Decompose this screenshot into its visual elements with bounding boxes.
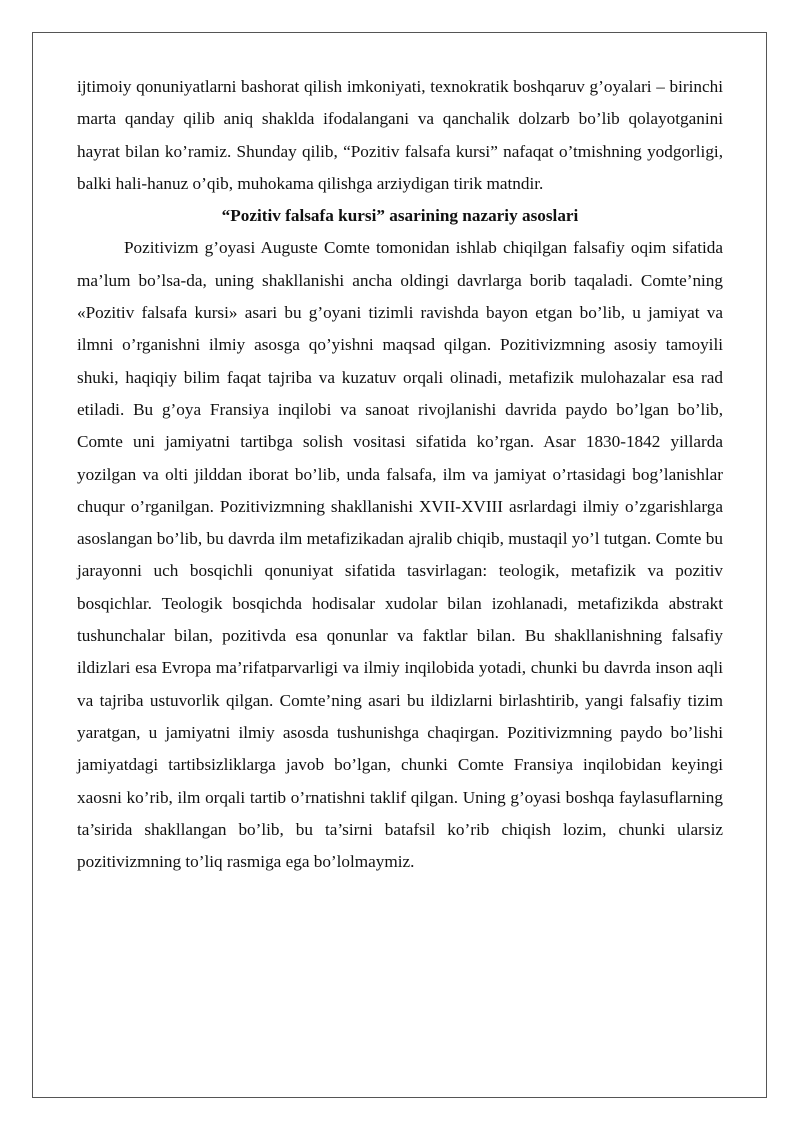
intro-paragraph: ijtimoiy qonuniyatlarni bashorat qilish imkoniyati, texnokratik boshqaruv g’oyalari – birinchi marta qanday qilib aniq shaklda ifodalangani va qanchalik dolzarb bo’lib qolayotganini hayrat bilan ko’ramiz. Shunday qilib, “Pozitiv falsafa kursi” nafaqat o’tmishning yodgorligi, balki hali-hanuz o’qib, muhokama qilishga arziydigan tirik matndir. [77, 77, 723, 193]
section-heading: “Pozitiv falsafa kursi” asarining nazariy asoslari [221, 206, 579, 226]
body-paragraph: Pozitivizm g’oyasi Auguste Comte tomonidan ishlab chiqilgan falsafiy oqim sifatida ma’lum bo’lsa-da, uning shakllanishi ancha oldingi davrlarga borib taqaladi. Comte’ning «Pozitiv falsafa kursi» asari bu g’oyani tizimli ravishda bayon etgan bo’lib, u jamiyat va ilmni o’rganishni ilmiy asosga qo’yishni maqsad qilgan. Pozitivizmning asosiy tamoyili shuki, haqiqiy bilim faqat tajriba va kuzatuv orqali olinadi, metafizik mulohazalar esa rad etiladi. Bu g’oya Fransiya inqilobi va sanoat rivojlanishi davrida paydo bo’lgan bo’lib, Comte uni jamiyatni tartibga solish vositasi sifatida ko’rgan. Asar 1830-1842 yillarda yozilgan va olti jilddan iborat bo’lib, unda falsafa, ilm va jamiyat o’rtasidagi bog’lanishlar chuqur o’rganilgan. Pozitivizmning shakllanishi XVII-XVIII asrlardagi ilmiy o’zgarishlarga asoslangan bo’lib, bu davrda ilm metafizikadan ajralib chiqib, mustaqil yo’l tutgan. Comte bu jarayonni uch bosqichli qonuniyat sifatida tasvirlagan: teologik, metafizik va pozitiv bosqichlar. Teologik bosqichda hodisalar xudolar bilan izohlanadi, metafizikda abstrakt tushunchalar bilan, pozitivda esa qonunlar va faktlar bilan. Bu shakllanishning falsafiy ildizlari esa Evropa ma’rifatparvarligi va ilmiy inqilobida yotadi, chunki bu davrda inson aqli va tajriba ustuvorlik qilgan. Comte’ning asari bu ildizlarni birlashtirib, yangi falsafiy tizim yaratgan, u jamiyatni ilmiy asosda tushunishga chaqirgan. Pozitivizmning paydo bo’lishi jamiyatdagi tartibsizliklarga javob bo’lgan, chunki Comte Fransiya inqilobidan keyingi xaosni ko’rib, ilm orqali tartib o’rnatishni taklif qilgan. Uning g’oyasi boshqa faylasuflarning ta’sirida shakllangan bo’lib, bu ta’sirni batafsil ko’rib chiqish lozim, chunki ularsiz pozitivizmning to’liq rasmiga ega bo’lolmaymiz. [77, 238, 723, 872]
document-body [77, 71, 723, 878]
